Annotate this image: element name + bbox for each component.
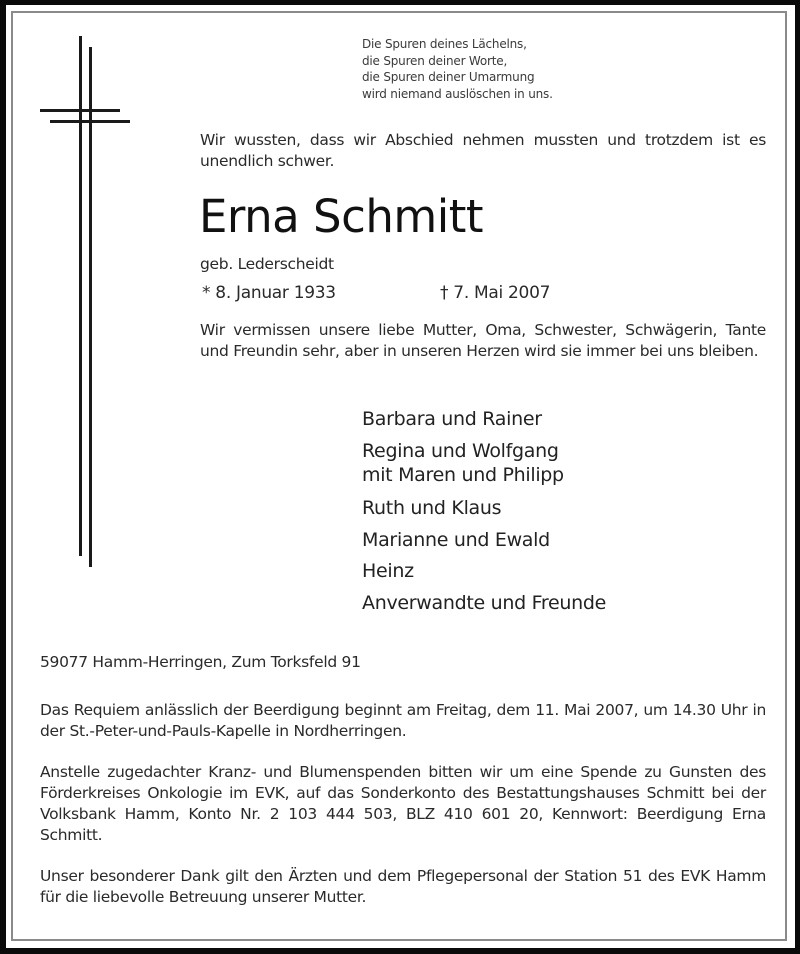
mourner: Ruth und Klaus <box>362 497 502 519</box>
mourner: Anverwandte und Freunde <box>362 591 606 614</box>
remembrance-message: Wir vermissen unsere liebe Mutter, Oma, Schwester, Schwägerin, Tante und Freundin sehr, aber in unseren Herzen wird sie immer bei uns bleiben. <box>200 321 766 360</box>
mourner: Regina und Wolfgang <box>362 439 559 462</box>
poem-line: wird niemand auslöschen in uns. <box>362 86 553 101</box>
mourners-list <box>362 404 606 619</box>
intro-text: Wir wussten, dass wir Abschied nehmen mussten und trotzdem ist es unendlich schwer. <box>200 131 766 170</box>
birth-date: * 8. Januar 1933 <box>202 283 336 303</box>
poem-line: die Spuren deiner Umarmung <box>362 70 535 84</box>
address: 59077 Hamm-Herringen, Zum Torksfeld 91 <box>40 653 361 671</box>
mourner: mit Maren und Philipp <box>362 464 564 486</box>
requiem-info: Das Requiem anlässlich der Beerdigung beginnt am Freitag, dem 11. Mai 2007, um 14.30 Uhr in der St.-Peter-und-Pauls-Kapelle in Nordherringen. <box>40 701 766 740</box>
memorial-poem <box>362 36 553 102</box>
mourner: Barbara und Rainer <box>362 408 542 430</box>
mourner: Marianne und Ewald <box>362 528 550 551</box>
deceased-name: Erna Schmitt <box>199 190 483 243</box>
maiden-name: geb. Lederscheidt <box>200 255 334 273</box>
mourner: Heinz <box>362 560 414 582</box>
poem-line: die Spuren deiner Worte, <box>362 53 508 68</box>
donation-info: Anstelle zugedachter Kranz- und Blumenspenden bitten wir um eine Spende zu Gunsten des Förderkreises Onkologie im EVK, auf das Sonderkonto des Bestattungshauses Schmitt bei der Volksbank Hamm, Konto Nr. 2 103 444 503, BLZ 410 601 20, Kennwort: Beerdigung Erna Schmitt. <box>40 763 766 844</box>
death-date: † 7. Mai 2007 <box>440 283 551 303</box>
poem-line: Die Spuren deines Lächelns, <box>362 37 527 51</box>
thanks-text: Unser besonderer Dank gilt den Ärzten und dem Pflegepersonal der Station 51 des EVK Hamm für die liebevolle Betreuung unserer Mutter. <box>40 867 766 906</box>
